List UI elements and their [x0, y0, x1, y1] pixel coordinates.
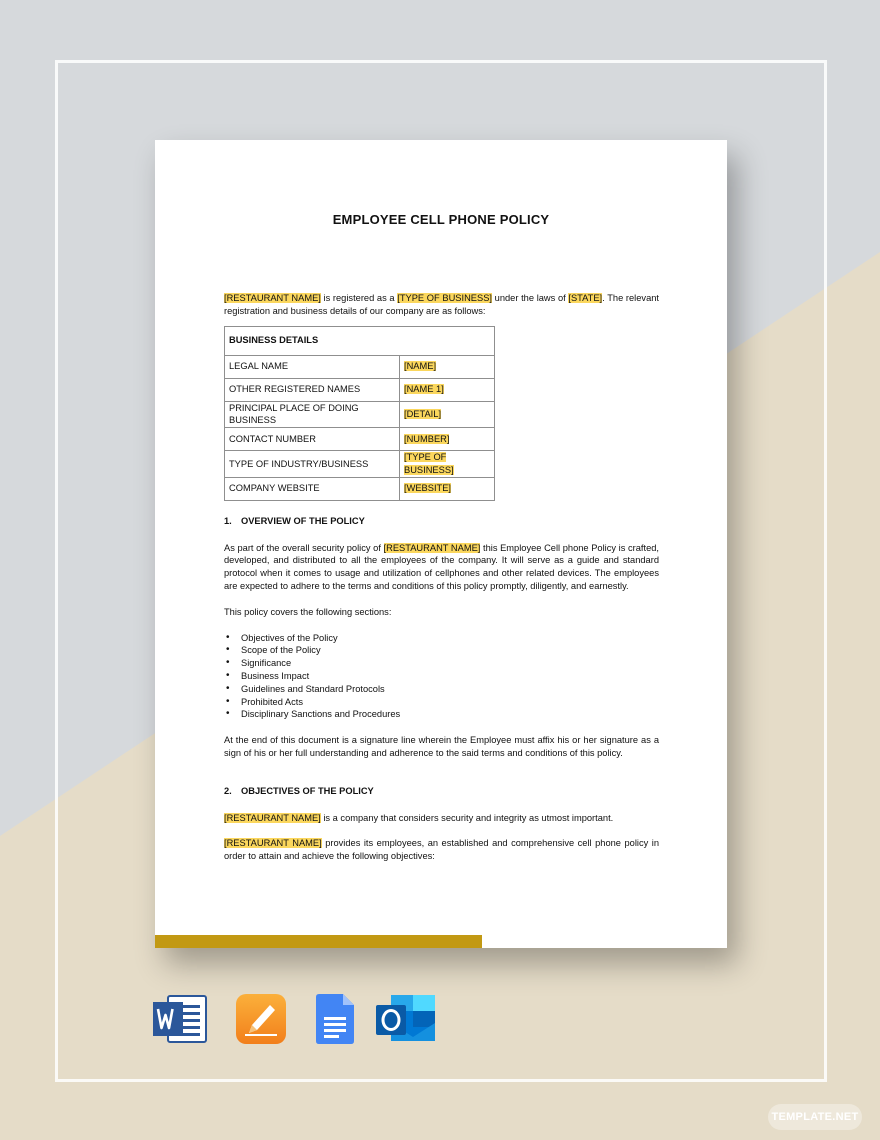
- intro-text: is registered as a: [320, 293, 398, 303]
- placeholder-value: [WEBSITE]: [404, 483, 452, 494]
- section-2-heading: [224, 785, 659, 798]
- overview-paragraph: [224, 542, 659, 593]
- section-number: 1.: [224, 515, 232, 526]
- word-icon[interactable]: [152, 993, 208, 1045]
- table-header-row: [225, 326, 495, 355]
- paragraph-text: As part of the overall security policy of: [224, 542, 384, 553]
- section-title: OBJECTIVES OF THE POLICY: [241, 785, 374, 796]
- paragraph-text: provides its employees, an established and comprehensive cell phone policy in order to attain and achieve the following objectives:: [224, 838, 659, 862]
- table-row: [225, 428, 495, 451]
- table-row: [225, 355, 495, 378]
- placeholder-restaurant-name: [RESTAURANT NAME]: [383, 542, 481, 553]
- row-label: CONTACT NUMBER: [225, 428, 400, 451]
- row-value: [400, 378, 495, 401]
- section-1-heading: [224, 515, 659, 528]
- sections-intro: This policy covers the following sections:: [224, 606, 392, 617]
- placeholder-value: [NUMBER]: [404, 433, 450, 444]
- intro-paragraph: [224, 292, 659, 318]
- table-header: BUSINESS DETAILS: [225, 326, 495, 355]
- list-item: • Scope of the Policy: [224, 644, 659, 657]
- row-value: [400, 355, 495, 378]
- row-label: COMPANY WEBSITE: [225, 477, 400, 500]
- row-label: PRINCIPAL PLACE OF DOING BUSINESS: [225, 401, 400, 428]
- list-item: • Disciplinary Sanctions and Procedures: [224, 708, 659, 721]
- business-details-table: [224, 326, 495, 501]
- placeholder-state: [STATE]: [568, 293, 603, 303]
- list-item: • Objectives of the Policy: [224, 632, 659, 645]
- placeholder-restaurant-name: [RESTAURANT NAME]: [224, 838, 322, 849]
- accent-bar: [155, 935, 482, 948]
- row-value: [400, 451, 495, 478]
- signature-paragraph: At the end of this document is a signature line wherein the Employee must affix his or her signature as a sign of his or her full understanding and adherence to the said terms and conditions of this policy.: [224, 735, 659, 758]
- objectives-paragraph-1: [224, 812, 659, 825]
- placeholder-value: [TYPE OF BUSINESS]: [404, 452, 454, 475]
- placeholder-restaurant-name: [RESTAURANT NAME]: [224, 293, 321, 303]
- table-row: [225, 451, 495, 478]
- row-label: LEGAL NAME: [225, 355, 400, 378]
- placeholder-restaurant-name: [RESTAURANT NAME]: [224, 812, 321, 823]
- document-body: [224, 292, 659, 863]
- intro-text: . The relevant registration and business details of our company are as follows:: [224, 293, 659, 316]
- list-item: • Significance: [224, 657, 659, 670]
- row-label: OTHER REGISTERED NAMES: [225, 378, 400, 401]
- list-item: • Guidelines and Standard Protocols: [224, 683, 659, 696]
- section-title: OVERVIEW OF THE POLICY: [241, 515, 365, 526]
- pages-icon[interactable]: [235, 993, 287, 1045]
- placeholder-value: [DETAIL]: [404, 408, 442, 419]
- section-number: 2.: [224, 785, 232, 796]
- row-label: TYPE OF INDUSTRY/BUSINESS: [225, 451, 400, 478]
- sections-list: [224, 632, 659, 722]
- document-page: [155, 140, 727, 948]
- row-value: [400, 401, 495, 428]
- intro-text: under the laws of: [491, 293, 569, 303]
- row-value: [400, 428, 495, 451]
- outlook-icon[interactable]: [375, 993, 437, 1045]
- list-item: • Business Impact: [224, 670, 659, 683]
- placeholder-value: [NAME]: [404, 361, 437, 372]
- placeholder-type-of-business: [TYPE OF BUSINESS]: [397, 293, 492, 303]
- objectives-paragraph-2: [224, 837, 659, 863]
- table-row: [225, 401, 495, 428]
- paragraph-text: is a company that considers security and integrity as utmost important.: [320, 812, 614, 823]
- table-row: [225, 378, 495, 401]
- document-title: EMPLOYEE CELL PHONE POLICY: [332, 212, 550, 227]
- table-row: [225, 477, 495, 500]
- google-docs-icon[interactable]: [314, 993, 356, 1045]
- placeholder-value: [NAME 1]: [404, 384, 444, 395]
- row-value: [400, 477, 495, 500]
- list-item: • Prohibited Acts: [224, 696, 659, 709]
- paragraph-text: this Employee Cell phone Policy is crafted, developed, and distributed to all the employees of the company. It will serve as a guide and standard protocol when it comes to usage and utilization of cellphones and other related devices. The employees are expected to adhere to the terms and conditions of this policy promptly, diligently, and earnestly.: [224, 542, 659, 591]
- template-net-watermark: TEMPLATE.NET: [768, 1104, 862, 1130]
